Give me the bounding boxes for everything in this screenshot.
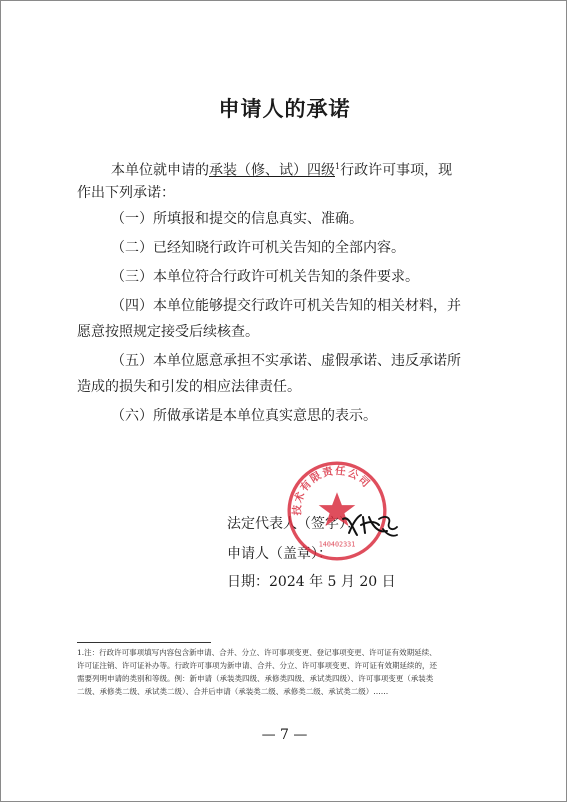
footnote-ref: 1 (335, 162, 341, 171)
promise-5-continued: 造成的损失和引发的相应法律责任。 (77, 379, 301, 395)
promise-1: （一）所填报和提交的信息真实、准确。 (111, 211, 363, 227)
footnote-divider (77, 642, 211, 643)
svg-text:技术有限责任公司: 技术有限责任公司 (291, 464, 373, 516)
promise-4-continued: 愿意按照规定接受后续核查。 (77, 324, 259, 340)
footnote-line-1: 1.注：行政许可事项填写内容包含新申请、合并、分立、许可事项变更、登记事项变更、许可证有效期延续、 (77, 648, 437, 657)
page-number: — 7 — (261, 727, 308, 743)
intro-line-2: 作出下列承诺： (77, 185, 175, 201)
date-line: 日期：2024 年 5 月 20 日 (227, 574, 396, 590)
intro-suffix: 行政许可事项，现 (340, 162, 453, 179)
footnote-line-4: 二级、承修类二级、承试类二级）、合并后申请（承装类二级、承修类二级、承试类二级）…… (77, 687, 389, 696)
promise-6: （六）所做承诺是本单位真实意思的表示。 (111, 408, 377, 424)
promise-2: （二）已经知晓行政许可机关告知的全部内容。 (111, 240, 405, 256)
promise-4: （四）本单位能够提交行政许可机关告知的相关材料，并 (111, 298, 461, 314)
svg-text:140402331: 140402331 (318, 540, 356, 549)
intro-prefix: 本单位就申请的 (111, 162, 209, 179)
page-title: 申请人的承诺 (218, 96, 351, 121)
intro-permit-item: 承装（修、试）四级 (209, 162, 335, 179)
promise-5: （五）本单位愿意承担不实承诺、虚假承诺、违反承诺所 (111, 353, 461, 369)
footnote-line-3: 需要列明申请的类别和等级。例：新申请（承装类四级、承修类四级、承试类四级）、许可事项变更（承装类 (77, 674, 434, 683)
legal-representative-label: 法定代表人（签字）： (227, 516, 360, 532)
handwritten-signature (339, 509, 401, 541)
applicant-label: 申请人（盖章）： (227, 546, 332, 562)
footnote-line-2: 许可证注销、许可证补办等。行政许可事项为新申请、合并、分立、许可事项变更、许可证有效期延续的，还 (77, 661, 437, 670)
footnote (77, 646, 497, 698)
promise-3: （三）本单位符合行政许可机关告知的条件要求。 (111, 269, 419, 285)
intro-line-1 (111, 157, 452, 181)
